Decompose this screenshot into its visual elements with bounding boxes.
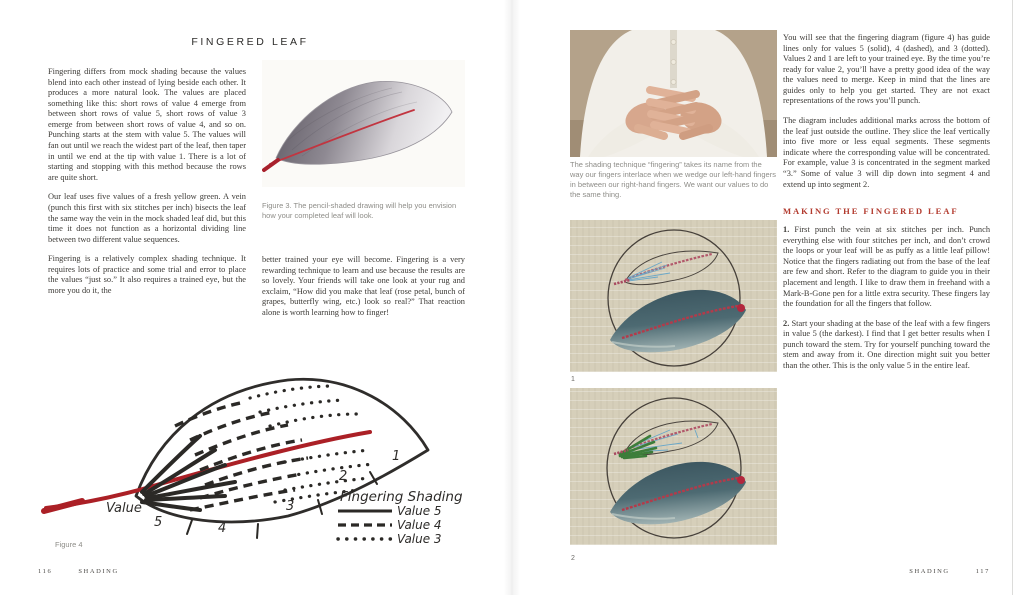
figure4-caption: Figure 4 <box>55 540 83 549</box>
footer-left <box>38 568 119 575</box>
pencil-leaf-stem <box>264 160 278 170</box>
hands-photo <box>570 30 777 157</box>
photo1-step-label: 1 <box>571 376 575 383</box>
paragraph-our-leaf: Our leaf uses five values of a fresh yellow green. A vein (punch this first with six stitches per inch) bisects the leaf the same way the vein in the mock shaded leaf did, but this time it does not function as a horizontal dividing line between two different value sequences. <box>48 192 246 244</box>
interlaced-hands-illustration <box>570 30 777 157</box>
completed-leaf <box>610 290 746 352</box>
hands-photo-caption: The shading technique “fingering” takes its name from the way our fingers interlace when we wedge our left-hand fingers in between our right-hand fingers. We want our values to do the same thing. <box>570 160 776 200</box>
embroidery-photo-2 <box>570 388 777 545</box>
paragraph-diagram-marks: The diagram includes additional marks across the bottom of the leaf just outside the outline. They slice the leaf vertically into five more or less equal segments. These segments indicate where the corresponding value will be concentrated. For example, value 3 is concentrated in the segment marked “3.” Some of value 3 will dip down into segment 4 and extend up into segment 2. <box>783 116 990 189</box>
step-1 <box>783 225 990 310</box>
figure3-pencil-leaf-image <box>262 60 465 187</box>
figure3-caption: Figure 3. The pencil-shaded drawing will help you envision how your completed leaf will look. <box>262 201 457 221</box>
left-column-2 <box>262 255 465 327</box>
making-fingered-leaf-heading: MAKING THE FINGERED LEAF <box>783 206 959 217</box>
section-name-right: SHADING <box>909 568 950 575</box>
outlined-leaf <box>614 251 718 285</box>
page-title: FINGERED LEAF <box>191 36 309 48</box>
step-2-text: Start your shading at the base of the leaf with a few fingers in value 5 (the darkest). I find that I get better results when I punch toward the stem. Try for yourself punching toward the stem and away from it. One direction might suit you better than the other. This is the only value 5 in the entire leaf. <box>783 318 990 371</box>
footer-right <box>860 568 990 575</box>
embroidery-sample-2 <box>570 388 777 545</box>
right-column <box>783 33 990 381</box>
paragraph-you-will-see: You will see that the fingering diagram (figure 4) has guide lines only for values 5 (solid), 4 (dashed), and 3 (dotted). Values 2 and 1 are left to your trained eye. By the time you’re ready for value 2, you’ll have a pretty good idea of the way the values need to merge. Keep in mind that the lines are guides only to help you get started. They are not exact representations of the rows you’ll punch. <box>783 33 990 106</box>
paragraph-better-trained: better trained your eye will become. Fingering is a very rewarding technique to learn and use because the results are so lovely. Your friends will take one look at your rug and exclaim, “How did you make that leaf (rose petal, bunch of grapes, butterfly wing, etc.) look so real?” That reaction alone is worth learning how to finger! <box>262 255 465 317</box>
figure4-diagram <box>40 370 470 548</box>
step-1-text: First punch the vein at six stitches per inch. Punch everything else with four stitches per inch, and don’t crowd the loops or your leaf will be as puffy as a little leaf pillow! Notice that the fingers radiating out from the base of the leaf are few and short. Refer to the diagram to guide you in their placement and length. I like to draw them in freehand with a Mark-B-Gone pen for a little extra security. These fingers lay the foundation for all the fingers that follow. <box>783 225 991 309</box>
fingering-diagram <box>40 370 470 548</box>
section-name-left: SHADING <box>78 568 119 575</box>
paragraph-fingering-complex: Fingering is a relatively complex shading technique. It requires lots of practice and some trial and error to place the values “just so.” It also requires a trained eye, but the more you do it, the <box>48 254 246 295</box>
outlined-leaf-with-green <box>614 421 718 458</box>
svg-text:4: 4 <box>218 521 227 536</box>
photo2-step-label: 2 <box>571 555 575 562</box>
legend-title: Fingering Shading <box>340 489 463 505</box>
embroidery-photo-1 <box>570 220 777 372</box>
value5-solid-lines <box>142 436 235 510</box>
step-1-number: 1. <box>783 225 790 235</box>
completed-leaf <box>610 462 746 524</box>
page-gutter <box>504 0 520 595</box>
legend-label-value4: Value 4 <box>397 518 442 532</box>
step-2-number: 2. <box>783 318 790 328</box>
page-number-left: 116 <box>38 568 53 575</box>
page-number-right: 117 <box>975 568 990 575</box>
pencil-leaf-drawing <box>262 60 465 187</box>
left-column-1 <box>48 67 246 306</box>
svg-text:3: 3 <box>286 499 295 514</box>
paragraph-fingering-differs: Fingering differs from mock shading because the values blend into each other instead of lying beside each other. It produces a more natural look. The values are placed something like this: short rows of value 4 emerge from between short rows of value 5, short rows of value 3 emerge from between short rows of value 4, and so on. Punching starts at the stem with value 5. The values will fan out until we reach the widest part of the leaf, then taper in until we end at the tip with value 1. There is a lot of starting and stopping with this method because the rows are quite short. <box>48 67 246 182</box>
step-2 <box>783 319 990 372</box>
svg-text:5: 5 <box>154 515 163 530</box>
value4-dashed-lines <box>175 402 308 510</box>
embroidery-sample-1 <box>570 220 777 372</box>
segment-tick-marks <box>187 472 377 538</box>
svg-text:2: 2 <box>339 469 348 484</box>
value-word-label: Value <box>106 501 142 516</box>
page-edge-line <box>1012 0 1013 595</box>
legend-label-value3: Value 3 <box>397 532 442 546</box>
svg-text:1: 1 <box>392 449 401 464</box>
legend-label-value5: Value 5 <box>397 504 442 518</box>
diagram-legend <box>338 489 463 546</box>
